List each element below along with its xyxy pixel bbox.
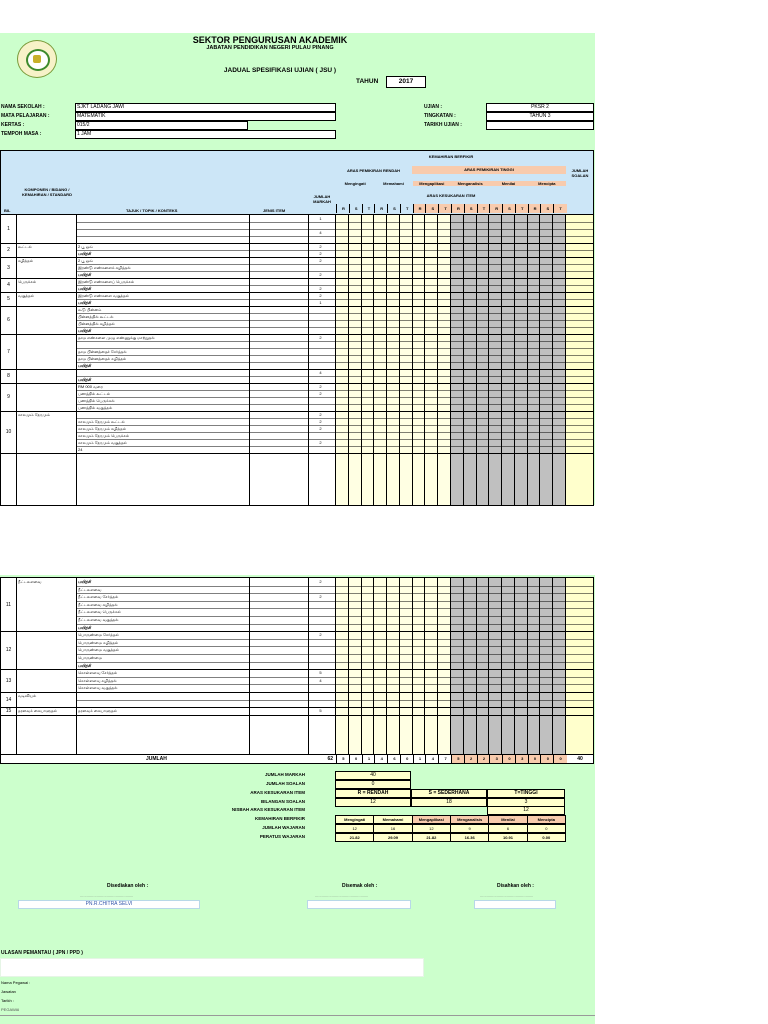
tarikh-ujian-field[interactable]: [486, 121, 594, 130]
topic-divider: [76, 229, 593, 230]
jumlah-soalan-band: [566, 215, 593, 505]
jumlah-soalan-header: JUMLAH SOALAN: [571, 168, 589, 178]
topic-cell: நீட்டலளவை சேர்த்தல்: [78, 594, 119, 600]
aras-rendah-header: ARAS PEMIKIRAN RENDAH: [346, 168, 401, 173]
markah-cell: 2: [319, 426, 322, 431]
aras-kesukaran-header: ARAS KESUKARAN ITEM: [426, 193, 476, 198]
summary-aras-label: ARAS KESUKARAN ITEM: [250, 790, 305, 795]
markah-cell: 2: [319, 440, 322, 445]
rst-header-cell: T: [515, 204, 529, 213]
topic-cell: தரவைக் கையாளுதல்: [78, 708, 117, 714]
rst-divider: [488, 578, 489, 754]
totals-count-cell: 7: [438, 755, 452, 763]
rst-header-cell: T: [362, 204, 376, 213]
row-number: 11: [5, 601, 12, 608]
row-number: 5: [7, 296, 10, 302]
kemahiran-name-mengaplikasi: Mengaplikasi: [413, 181, 451, 186]
nama-sekolah-label: NAMA SEKOLAH :: [1, 104, 45, 110]
rst-divider: [386, 578, 387, 754]
org-title: SEKTOR PENGURUSAN AKADEMIK: [192, 35, 348, 45]
summary-cell: Menilai: [488, 815, 527, 824]
komponen-cell: பெருக்கல்: [18, 279, 37, 284]
rst-divider: [552, 578, 553, 754]
rst-header-cell: R: [451, 204, 465, 213]
row-number: 13: [5, 677, 12, 684]
rst-divider: [335, 215, 336, 505]
row-number: 10: [5, 429, 12, 435]
summary-bilangan-label: BILANGAN SOALAN: [261, 799, 305, 804]
komponen-cell: நீட்டலளவை: [18, 579, 42, 584]
rst-divider: [412, 215, 413, 505]
rst-header-cell: S: [540, 204, 554, 213]
low-order-band: [335, 215, 450, 505]
rst-header-cell: S: [464, 204, 478, 213]
topic-cell: காலமும் நேரமும் வகுத்தல்: [78, 440, 127, 445]
rst-divider: [424, 215, 425, 505]
row-number: 3: [7, 264, 10, 271]
topic-cell: RM 000 வரை: [78, 384, 103, 389]
topic-cell: இரண்டு எண்களை வகுத்தல்: [78, 293, 129, 298]
totals-count-cell: 0: [553, 755, 567, 763]
rst-divider: [361, 215, 362, 505]
jsu-sheet-page-2: [0, 575, 595, 1024]
totals-count-cell: 2: [464, 755, 478, 763]
doc-title: JADUAL SPESIFIKASI UJIAN ( JSU ): [223, 67, 337, 74]
summary-cell: 0.00: [527, 833, 566, 842]
column-divider: [76, 215, 77, 505]
topic-cell: பொருண்மை கழித்தல்: [78, 639, 119, 645]
totals-count-cell: 1: [362, 755, 376, 763]
komponen-cell: வடிவியல்: [18, 693, 37, 698]
summary-cell: 29.09: [373, 833, 412, 842]
markah-cell: 1: [319, 300, 322, 305]
row-number: 15: [5, 708, 12, 714]
totals-count-cell: 0: [349, 755, 363, 763]
markah-cell: 1: [319, 216, 322, 221]
komponen-cell: தரவைக் கையாளுதல்: [18, 708, 57, 714]
rst-divider: [361, 578, 362, 754]
topic-cell: காலமும் நேரமும் கழித்தல்: [78, 426, 127, 431]
markah-cell: 2: [319, 419, 322, 424]
topic-divider: [76, 236, 593, 237]
summary-jumlah-markah: 40: [335, 771, 411, 780]
column-divider: [249, 578, 250, 754]
summary-aras-s: S = SEDERHANA: [411, 789, 487, 798]
rst-header-cell: S: [425, 204, 439, 213]
rst-divider: [501, 578, 502, 754]
rst-header-cell: T: [553, 204, 567, 213]
tempoh-field[interactable]: 1 JAM: [75, 130, 336, 139]
topic-cell: இரண்டு எண்களைப் பெருக்கல்: [78, 279, 135, 284]
komponen-cell: கழித்தல்: [18, 258, 34, 263]
mata-pelajaran-field[interactable]: MATEMATIK: [75, 112, 336, 121]
summary-cell: 16: [373, 824, 412, 833]
topic-cell: கூடு பின்னம்: [78, 307, 102, 312]
topic-cell: தசம எண்களை முழு எண்ணுக்கு மாற்றுதல்: [78, 335, 155, 340]
rst-divider: [412, 578, 413, 754]
topic-cell: பொருண்மை வகுத்தல்: [78, 647, 119, 653]
summary-kemahiran-names: [335, 815, 565, 823]
markah-cell: 5: [319, 708, 322, 714]
column-divider: [76, 578, 77, 754]
topic-cell: பயிற்சி: [78, 286, 91, 291]
topic-cell: பணத்தில் கூட்டல்: [78, 391, 111, 396]
topic-cell: பயிற்சி: [78, 251, 91, 256]
row-divider: [1, 411, 593, 412]
summary-cell: 9: [450, 824, 489, 833]
summary-cell: 12: [335, 824, 374, 833]
markah-cell: 2: [319, 412, 322, 417]
totals-count-cell: 3: [489, 755, 503, 763]
rst-header-cell: R: [528, 204, 542, 213]
markah-cell: 2: [319, 244, 322, 249]
year-label: TAHUN: [356, 78, 379, 85]
column-divider: [16, 215, 17, 505]
row-number: 2: [7, 247, 10, 253]
rst-header-cell: T: [438, 204, 452, 213]
column-divider: [308, 578, 309, 754]
rst-header-cell: R: [413, 204, 427, 213]
rst-divider: [450, 578, 451, 754]
jumlah-markah-header: JUMLAH MARKAH: [313, 194, 331, 204]
markah-cell: 4: [319, 370, 322, 375]
row-divider: [1, 453, 593, 454]
rst-header-cell: S: [502, 204, 516, 213]
row-divider: [1, 369, 593, 370]
topic-divider: [76, 222, 593, 223]
disediakan-label: Disediakan oleh :: [107, 883, 149, 889]
ulasan-title: ULASAN PEMANTAU ( JPN / PPD ): [1, 950, 83, 956]
komponen-cell: கூட்டல்: [18, 244, 32, 249]
pegawai-footer: PEGAWAI: [1, 1007, 20, 1012]
aras-tinggi-header: ARAS PEMIKIRAN TINGGI: [412, 166, 566, 174]
disemak-label: Disemak oleh :: [342, 883, 378, 889]
kemahiran-name-mengingati: Mengingati: [344, 181, 366, 186]
column-divider: [16, 578, 17, 754]
ujian-field[interactable]: PKSR 2: [486, 103, 594, 112]
row-number: 7: [7, 348, 10, 355]
topic-cell: 2 பூ ஒவ்: [78, 244, 94, 249]
ujian-label: UJIAN :: [424, 104, 443, 110]
totals-count-cell: 2: [477, 755, 491, 763]
totals-count-cell: 5: [336, 755, 350, 763]
topic-cell: பயிற்சி: [78, 579, 91, 584]
rst-divider: [527, 578, 528, 754]
komponen-cell: வகுத்தல்: [18, 293, 34, 298]
topic-cell: நீட்டலளவை: [78, 586, 102, 592]
topic-cell: காலமும் நேரமும் பெருக்கல்: [78, 433, 130, 438]
summary-cell: 0: [527, 824, 566, 833]
totals-count-cell: 0: [528, 755, 542, 763]
topic-cell: பணத்தில் பெருக்கல்: [78, 398, 115, 403]
topic-cell: கொள்ளளவு சேர்த்தல்: [78, 670, 118, 676]
totals-count-cell: 5: [451, 755, 465, 763]
tajuk-header: TAJUK / TOPIK / KONTEKS: [126, 208, 178, 213]
table-header: [0, 150, 594, 215]
summary-cell: Memahami: [373, 815, 412, 824]
year-field[interactable]: 2017: [386, 76, 426, 88]
jenis-item-header: JENIS ITEM: [263, 208, 286, 213]
row-number: 9: [7, 394, 10, 400]
rst-header-cell: T: [477, 204, 491, 213]
rst-divider: [373, 578, 374, 754]
rst-divider: [552, 215, 553, 505]
tarikh-ujian-label: TARIKH UJIAN :: [424, 122, 462, 128]
summary-peratus-values: [335, 833, 565, 841]
topic-cell: கொள்ளளவு கழித்தல்: [78, 677, 117, 683]
rst-divider: [501, 215, 502, 505]
totals-row: [0, 754, 594, 764]
summary-jumlah-markah-label: JUMLAH MARKAH: [265, 772, 305, 777]
topic-cell: இரண்டு எண்களைக் கழித்தல்: [78, 265, 131, 270]
summary-aras-r: R = RENDAH: [335, 789, 411, 798]
totals-count-cell: 0: [502, 755, 516, 763]
disahkan-dots: ................................................: [480, 893, 534, 898]
markah-cell: 2: [319, 335, 322, 340]
totals-count-cell: 1: [413, 755, 427, 763]
topic-cell: பயிற்சி: [78, 328, 91, 333]
disahkan-label: Disahkan oleh :: [497, 883, 534, 889]
markah-cell: 2: [319, 632, 322, 638]
ulasan-field[interactable]: [0, 958, 424, 977]
summary-aras-t: T=TINGGI: [487, 789, 565, 798]
summary-cell: 6: [488, 824, 527, 833]
topic-cell: பின்னத்தில் கூட்டல்: [78, 314, 114, 319]
nama-sekolah-field[interactable]: SJKT LADANG JAWI: [75, 103, 336, 112]
topic-cell: காலமும் நேரமும் கூட்டல்: [78, 419, 125, 424]
summary-bil-r: 12: [335, 798, 411, 807]
markah-cell: 2: [319, 594, 322, 600]
topic-cell: பயிற்சி: [78, 363, 91, 368]
topic-cell: பொருண்மை சேர்த்தல்: [78, 632, 119, 638]
rst-divider: [514, 215, 515, 505]
topic-cell: பயிற்சி: [78, 300, 91, 305]
summary-jumlah-soalan-label: JUMLAH SOALAN: [266, 781, 305, 786]
preparer-name-field[interactable]: PN.R.CHITRA SELVI: [18, 900, 200, 909]
topic-cell: பொருண்மை: [78, 655, 102, 660]
summary-kemahiran-label: KEMAHIRAN BERFIKIR: [255, 816, 305, 821]
topic-cell: பயிற்சி: [78, 624, 91, 630]
summary-jumlah-soalan: 0: [335, 780, 411, 789]
row-number: 1: [7, 226, 10, 232]
kemahiran-name-menilai: Menilai: [489, 181, 527, 186]
totals-count-cell: 6: [387, 755, 401, 763]
totals-count-cell: 0: [400, 755, 414, 763]
rst-divider: [399, 215, 400, 505]
tingkatan-label: TINGKATAN :: [424, 113, 456, 119]
row-number: 6: [7, 317, 10, 323]
totals-counts: [336, 755, 566, 763]
rst-header-cell: R: [374, 204, 388, 213]
summary-cell: Mengaplikasi: [412, 815, 451, 824]
tingkatan-field[interactable]: TAHUN 3: [486, 112, 594, 121]
summary-cell: Menganalisis: [450, 815, 489, 824]
topic-cell: பின்னத்தில் கழித்தல்: [78, 321, 115, 326]
markah-cell: 4: [319, 677, 322, 683]
rst-divider: [463, 215, 464, 505]
totals-label: JUMLAH: [146, 756, 167, 762]
rst-header-cell: S: [349, 204, 363, 213]
rst-divider: [437, 578, 438, 754]
org-subtitle: JABATAN PENDIDIKAN NEGERI PULAU PINANG: [206, 45, 334, 51]
row-number: 12: [5, 647, 12, 654]
rst-divider: [424, 578, 425, 754]
row-divider: [1, 692, 593, 693]
kemahiran-names-row: [336, 181, 566, 188]
topic-cell: நீட்டலளவை வகுத்தல்: [78, 617, 119, 622]
totals-count-cell: 4: [374, 755, 388, 763]
topic-cell: 2 பூ ஒவ்: [78, 258, 94, 263]
kemahiran-name-menganalisis: Menganalisis: [451, 181, 489, 186]
disemak-name-field[interactable]: [307, 900, 411, 909]
summary-wajaran-label: JUMLAH WAJARAN: [262, 825, 305, 830]
summary-nisbah-label: NISBAH ARAS KESUKARAN ITEM: [231, 807, 305, 812]
rst-header-cell: T: [400, 204, 414, 213]
kertas-field[interactable]: 015/2: [75, 121, 248, 130]
markah-cell: 4: [319, 230, 322, 235]
rst-divider: [450, 215, 451, 505]
table-body-page-1: [0, 214, 594, 506]
topic-cell: பயிற்சி: [78, 662, 91, 668]
topic-divider: [76, 700, 593, 701]
row-number: 14: [5, 696, 12, 703]
tempoh-label: TEMPOH MASA :: [1, 131, 42, 137]
summary-cell: 12: [412, 824, 451, 833]
topic-cell: பயிற்சி: [78, 272, 91, 277]
footer-divider: [0, 1015, 595, 1016]
rst-divider: [348, 215, 349, 505]
rst-divider: [565, 578, 566, 754]
topic-cell: பணத்தில் வகுத்தல்: [78, 405, 113, 410]
markah-cell: 2: [319, 384, 322, 389]
topic-cell: கொள்ளளவு வகுத்தல்: [78, 685, 118, 691]
totals-jumlah-soalan: 40: [577, 756, 583, 762]
low-order-band: [335, 578, 450, 754]
rst-divider: [539, 578, 540, 754]
komponen-header: KOMPONEN / BIDANG / KEMAHIRAN / STANDARD: [22, 187, 72, 197]
high-order-band: [450, 215, 565, 505]
rst-divider: [476, 578, 477, 754]
summary-bil-t: 12: [487, 806, 565, 815]
summary-peratus-label: PERATUS WAJARAN: [259, 834, 305, 839]
disemak-dots: ................................................: [315, 893, 369, 898]
rst-divider: [527, 215, 528, 505]
rst-divider: [399, 578, 400, 754]
totals-count-cell: 3: [515, 755, 529, 763]
rst-divider: [386, 215, 387, 505]
mata-pelajaran-label: MATA PELAJARAN :: [1, 113, 50, 119]
summary-cell: 16.36: [450, 833, 489, 842]
summary-cell: 21.82: [335, 833, 374, 842]
rst-header-row: [336, 204, 566, 213]
table-body-page-2: [0, 577, 594, 755]
rst-header-cell: R: [336, 204, 350, 213]
jawatan-label: Jawatan: [1, 989, 16, 994]
topic-cell: தசம பின்னத்தைக் கழித்தல்: [78, 356, 127, 361]
komponen-cell: காலமும் நேரமும்: [18, 412, 50, 417]
markah-cell: 2: [319, 258, 322, 263]
topic-divider: [76, 341, 593, 342]
topic-cell: நீட்டலளவை கழித்தல்: [78, 601, 118, 607]
summary-cell: Mencipta: [527, 815, 566, 824]
summary-wajaran-values: [335, 824, 565, 832]
rst-header-cell: R: [489, 204, 503, 213]
rst-divider: [437, 215, 438, 505]
rst-divider: [476, 215, 477, 505]
kemahiran-name-memahami: Memahami: [383, 181, 404, 186]
rst-divider: [565, 215, 566, 505]
kemahiran-name-mencipta: Mencipta: [528, 181, 566, 186]
summary-cell: 10.91: [488, 833, 527, 842]
disahkan-name-field[interactable]: [474, 900, 556, 909]
summary-bil-s: 18: [411, 798, 487, 807]
totals-count-cell: 4: [425, 755, 439, 763]
markah-cell: 5: [319, 670, 322, 676]
markah-cell: 2: [319, 293, 322, 298]
disediakan-dots: ................................................: [80, 893, 134, 898]
summary-aras-t-value: 3: [487, 798, 565, 807]
topic-cell: 24: [78, 447, 83, 452]
high-order-band: [450, 578, 565, 754]
markah-cell: 2: [319, 286, 322, 291]
markah-cell: 2: [319, 272, 322, 277]
summary-cell: Mengingati: [335, 815, 374, 824]
topic-cell: நீட்டலளவை பெருக்கல்: [78, 609, 121, 615]
row-number: 8: [7, 373, 10, 379]
markah-cell: 2: [319, 579, 322, 584]
rst-divider: [348, 578, 349, 754]
kemahiran-berfikir-header: KEMAHIRAN BERFIKIR: [428, 154, 474, 159]
totals-markah: 62: [327, 756, 333, 762]
jsu-sheet-page-1: [0, 33, 595, 505]
markah-cell: 2: [319, 391, 322, 396]
rst-divider: [373, 215, 374, 505]
rst-divider: [335, 578, 336, 754]
rst-divider: [514, 578, 515, 754]
topic-cell: தசம பின்னத்தைச் சேர்த்தல்: [78, 349, 127, 354]
row-divider: [1, 715, 593, 716]
bil-header: BIL: [4, 208, 11, 213]
rst-divider: [463, 578, 464, 754]
tarikh-label: Tarikh :: [1, 998, 14, 1003]
column-divider: [249, 215, 250, 505]
markah-cell: 2: [319, 251, 322, 256]
nama-pegawai-label: Nama Pegawai :: [1, 980, 31, 985]
summary-cell: 21.82: [412, 833, 451, 842]
kertas-label: KERTAS :: [1, 122, 25, 128]
totals-count-cell: 0: [540, 755, 554, 763]
jumlah-soalan-band: [566, 578, 593, 754]
rst-header-cell: S: [387, 204, 401, 213]
rst-divider: [488, 215, 489, 505]
row-number: 4: [7, 282, 10, 288]
topic-cell: பயிற்சி: [78, 377, 91, 382]
rst-divider: [539, 215, 540, 505]
